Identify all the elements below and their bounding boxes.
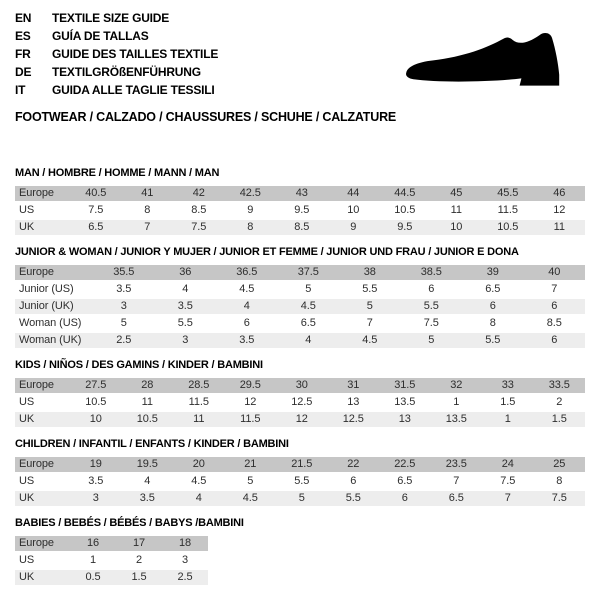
size-cell: 1 <box>504 413 511 425</box>
size-cell: 11 <box>450 204 462 216</box>
footwear-category-title: FOOTWEAR / CALZADO / CHAUSSURES / SCHUHE / CALZATURE <box>15 110 397 124</box>
size-cell: 40 <box>548 266 561 278</box>
size-table-section-children <box>15 438 585 506</box>
size-tables <box>15 167 585 585</box>
size-cell: 9.5 <box>397 221 413 233</box>
size-cell: 42.5 <box>239 187 261 199</box>
size-cell: 37.5 <box>297 266 319 278</box>
language-label: GUÍA DE TALLAS <box>52 29 149 43</box>
size-cell: 13.5 <box>394 396 416 408</box>
size-cell: 0.5 <box>85 571 101 583</box>
language-code: ES <box>15 29 31 43</box>
size-cell: 20 <box>192 458 205 470</box>
row-label: UK <box>19 413 35 425</box>
size-cell: 19 <box>89 458 102 470</box>
size-cell: 5.5 <box>294 475 310 487</box>
size-cell: 1 <box>89 554 97 566</box>
size-cell: 1 <box>453 396 460 408</box>
size-cell: 5 <box>298 492 305 504</box>
row-label: Junior (UK) <box>19 300 74 312</box>
size-cell: 7.5 <box>500 475 516 487</box>
size-cell: 3.5 <box>177 300 193 312</box>
size-cell: 13.5 <box>445 413 467 425</box>
size-cell: 5 <box>428 334 435 346</box>
row-label: US <box>19 204 35 216</box>
row-label: Woman (US) <box>19 317 82 329</box>
size-cell: 4 <box>182 283 189 295</box>
size-cell: 7.5 <box>191 221 207 233</box>
size-cell: 3 <box>182 334 189 346</box>
table-row <box>15 536 208 551</box>
size-cell: 1.5 <box>500 396 516 408</box>
row-label: UK <box>19 492 35 504</box>
size-cell: 38 <box>363 266 376 278</box>
size-cell: 6 <box>551 300 558 312</box>
table-row <box>15 220 585 235</box>
size-cell: 10.5 <box>497 221 519 233</box>
table-title-kids: KIDS / NIÑOS / DES GAMINS / KINDER / BAMBINI <box>15 359 263 371</box>
row-label: US <box>19 396 35 408</box>
size-cell: 11.5 <box>497 204 518 216</box>
size-cell: 30 <box>295 379 308 391</box>
size-cell: 5.5 <box>423 300 439 312</box>
row-label: Junior (US) <box>19 283 74 295</box>
size-cell: 12 <box>553 204 566 216</box>
language-code: IT <box>15 83 26 97</box>
size-cell: 12 <box>244 396 257 408</box>
size-cell: 7 <box>366 317 373 329</box>
size-cell: 21.5 <box>291 458 313 470</box>
size-cell: 43 <box>295 187 308 199</box>
table-row <box>15 457 585 472</box>
language-label: GUIDA ALLE TAGLIE TESSILI <box>52 83 215 97</box>
size-cell: 5.5 <box>177 317 193 329</box>
size-cell: 11 <box>141 396 153 408</box>
size-table-kids <box>15 378 585 427</box>
size-cell: 10 <box>89 413 102 425</box>
size-cell: 10 <box>347 204 360 216</box>
size-cell: 4 <box>305 334 312 346</box>
size-cell: 3.5 <box>116 283 132 295</box>
size-cell: 33.5 <box>548 379 570 391</box>
size-cell: 6 <box>428 283 435 295</box>
size-cell: 18 <box>178 537 192 549</box>
table-row <box>15 186 585 201</box>
size-cell: 46 <box>553 187 566 199</box>
size-table-junior-woman <box>15 265 585 348</box>
size-cell: 5.5 <box>485 334 501 346</box>
size-cell: 8.5 <box>546 317 562 329</box>
size-cell: 6.5 <box>397 475 413 487</box>
size-cell: 9 <box>247 204 254 216</box>
table-row <box>15 491 585 506</box>
size-cell: 13 <box>347 396 360 408</box>
shoe-icon <box>394 28 584 100</box>
size-table-babies <box>15 536 208 585</box>
size-table-section-man <box>15 167 585 235</box>
size-cell: 23.5 <box>445 458 467 470</box>
size-cell: 2 <box>135 554 143 566</box>
size-cell: 22.5 <box>394 458 416 470</box>
size-table-section-babies <box>15 517 585 585</box>
language-code: EN <box>15 11 32 25</box>
size-table-section-junior-woman <box>15 246 585 348</box>
row-label: Woman (UK) <box>19 334 82 346</box>
size-cell: 12 <box>295 413 308 425</box>
size-cell: 27.5 <box>85 379 107 391</box>
size-cell: 8 <box>247 221 254 233</box>
size-cell: 8.5 <box>191 204 207 216</box>
size-cell: 6 <box>243 317 250 329</box>
row-label: US <box>19 475 35 487</box>
size-cell: 5.5 <box>345 492 361 504</box>
size-cell: 7.5 <box>423 317 439 329</box>
size-cell: 5.5 <box>362 283 378 295</box>
table-row <box>15 474 585 489</box>
table-row <box>15 333 585 348</box>
table-title-babies: BABIES / BEBÉS / BÉBÉS / BABYS /BAMBINI <box>15 517 244 529</box>
size-cell: 7 <box>453 475 460 487</box>
size-cell: 44.5 <box>394 187 416 199</box>
row-label: Europe <box>19 458 54 470</box>
size-cell: 7 <box>144 221 151 233</box>
size-table-children <box>15 457 585 506</box>
size-cell: 12.5 <box>342 413 364 425</box>
size-cell: 42 <box>192 187 205 199</box>
row-label: Europe <box>19 379 54 391</box>
size-cell: 31.5 <box>394 379 416 391</box>
table-title-junior-woman: JUNIOR & WOMAN / JUNIOR Y MUJER / JUNIOR ET FEMME / JUNIOR UND FRAU / JUNIOR E DONA <box>15 246 519 258</box>
size-cell: 4.5 <box>191 475 207 487</box>
size-cell: 3.5 <box>88 475 104 487</box>
size-table-man <box>15 186 585 235</box>
table-row <box>15 299 585 314</box>
size-table-section-kids <box>15 359 585 427</box>
size-cell: 2 <box>556 396 563 408</box>
table-row <box>15 265 585 280</box>
size-cell: 38.5 <box>420 266 442 278</box>
size-cell: 28 <box>141 379 154 391</box>
size-cell: 41 <box>141 187 154 199</box>
size-cell: 40.5 <box>85 187 107 199</box>
size-cell: 10.5 <box>85 396 107 408</box>
size-cell: 4.5 <box>239 283 255 295</box>
row-label: Europe <box>19 187 54 199</box>
size-cell: 4 <box>144 475 151 487</box>
size-cell: 5 <box>120 317 127 329</box>
table-row <box>15 378 585 393</box>
size-cell: 25 <box>553 458 566 470</box>
size-cell: 6.5 <box>448 492 464 504</box>
size-cell: 10 <box>450 221 463 233</box>
size-cell: 6 <box>551 334 558 346</box>
size-cell: 6.5 <box>485 283 501 295</box>
language-code: DE <box>15 65 32 79</box>
language-row <box>15 9 585 27</box>
size-cell: 7.5 <box>88 204 104 216</box>
size-cell: 32 <box>450 379 463 391</box>
size-cell: 3.5 <box>239 334 255 346</box>
table-title-children: CHILDREN / INFANTIL / ENFANTS / KINDER / BAMBINI <box>15 438 289 450</box>
size-cell: 4 <box>195 492 202 504</box>
size-cell: 10.5 <box>136 413 158 425</box>
size-cell: 11 <box>193 413 205 425</box>
size-cell: 4.5 <box>300 300 316 312</box>
size-cell: 2.5 <box>116 334 132 346</box>
size-cell: 8 <box>489 317 496 329</box>
size-cell: 6 <box>489 300 496 312</box>
size-cell: 11 <box>553 221 565 233</box>
size-cell: 11.5 <box>188 396 209 408</box>
table-row <box>15 395 585 410</box>
size-cell: 7 <box>551 283 558 295</box>
size-cell: 6.5 <box>88 221 104 233</box>
size-cell: 6 <box>350 475 357 487</box>
size-cell: 36.5 <box>236 266 258 278</box>
size-cell: 2.5 <box>177 571 193 583</box>
size-cell: 9.5 <box>294 204 310 216</box>
size-cell: 33 <box>501 379 514 391</box>
size-cell: 7 <box>504 492 511 504</box>
size-cell: 3 <box>92 492 99 504</box>
size-cell: 6 <box>401 492 408 504</box>
size-cell: 3 <box>120 300 127 312</box>
table-row <box>15 412 585 427</box>
size-cell: 16 <box>86 537 100 549</box>
size-cell: 5 <box>305 283 312 295</box>
size-cell: 29.5 <box>239 379 261 391</box>
size-cell: 13 <box>398 413 411 425</box>
size-cell: 31 <box>347 379 360 391</box>
size-cell: 12.5 <box>291 396 313 408</box>
size-cell: 19.5 <box>136 458 158 470</box>
language-label: TEXTILE SIZE GUIDE <box>52 11 170 25</box>
row-label: UK <box>19 571 35 583</box>
size-cell: 4.5 <box>242 492 258 504</box>
table-row <box>15 553 208 568</box>
language-label: GUIDE DES TAILLES TEXTILE <box>52 47 219 61</box>
row-label: UK <box>19 221 35 233</box>
size-cell: 1.5 <box>131 571 147 583</box>
table-row <box>15 282 585 297</box>
size-cell: 5 <box>247 475 254 487</box>
size-cell: 28.5 <box>188 379 210 391</box>
size-cell: 39 <box>486 266 499 278</box>
table-title-man: MAN / HOMBRE / HOMME / MANN / MAN <box>15 167 220 179</box>
table-row <box>15 570 208 585</box>
size-cell: 22 <box>347 458 360 470</box>
size-cell: 8 <box>144 204 151 216</box>
table-row <box>15 203 585 218</box>
size-cell: 8.5 <box>294 221 310 233</box>
language-label: TEXTILGRÖßENFÜHRUNG <box>52 65 201 79</box>
language-code: FR <box>15 47 31 61</box>
size-cell: 3 <box>181 554 189 566</box>
size-cell: 9 <box>350 221 357 233</box>
row-label: Europe <box>19 537 54 549</box>
size-cell: 11.5 <box>240 413 261 425</box>
size-cell: 6.5 <box>300 317 316 329</box>
size-cell: 45.5 <box>497 187 519 199</box>
size-cell: 5 <box>366 300 373 312</box>
size-cell: 10.5 <box>394 204 416 216</box>
size-cell: 8 <box>556 475 563 487</box>
size-cell: 24 <box>501 458 514 470</box>
size-cell: 44 <box>347 187 360 199</box>
size-cell: 36 <box>179 266 192 278</box>
table-row <box>15 316 585 331</box>
row-label: Europe <box>19 266 54 278</box>
size-cell: 1.5 <box>551 413 567 425</box>
size-cell: 21 <box>244 458 257 470</box>
size-cell: 4.5 <box>362 334 378 346</box>
size-cell: 17 <box>132 537 146 549</box>
size-cell: 7.5 <box>551 492 567 504</box>
size-cell: 45 <box>450 187 463 199</box>
size-cell: 35.5 <box>113 266 135 278</box>
size-cell: 4 <box>243 300 250 312</box>
row-label: US <box>19 554 35 566</box>
size-cell: 3.5 <box>139 492 155 504</box>
